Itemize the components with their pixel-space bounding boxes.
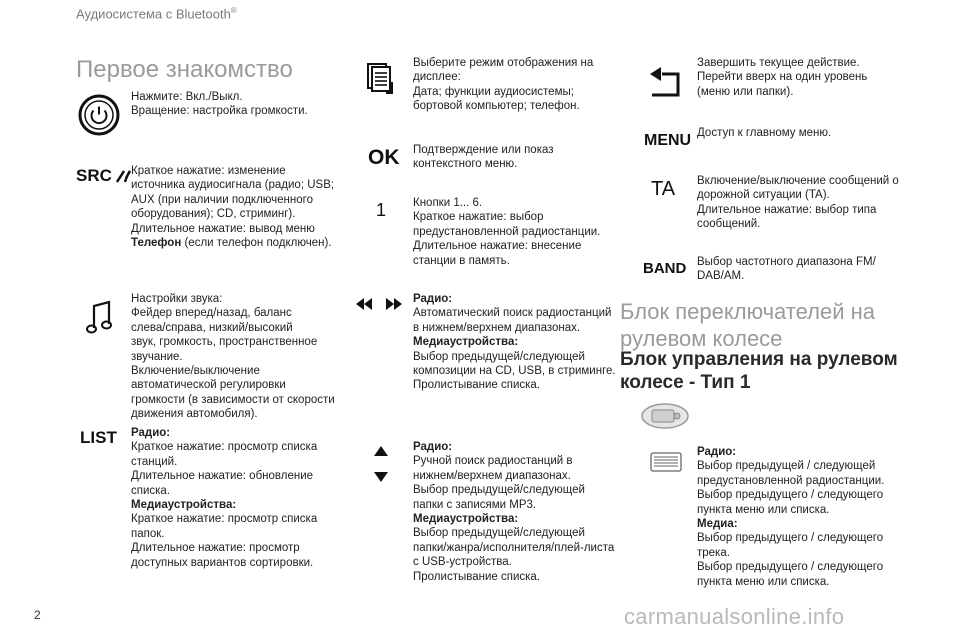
presets-description: Кнопки 1... 6. Краткое нажатие: выбор предустановленной радиостанции. Длительное нажатие: внесение станции в память. bbox=[413, 197, 601, 267]
ok-button-label: OK bbox=[368, 146, 400, 169]
display-description: Выберите режим отображения на дисплее: Дата; функции аудиосистемы; бортовой компьютер; телефон. bbox=[413, 57, 594, 113]
section-header bbox=[76, 6, 237, 21]
list-text-media: Краткое нажатие: просмотр списка папок. Длительное нажатие: просмотр доступных вариантов сортировки. bbox=[131, 513, 318, 569]
up-down-arrows-icon bbox=[373, 446, 389, 482]
menu-button-label: MENU bbox=[644, 132, 692, 149]
steering-type1-title: Блок управления на рулевом колесе - Тип 1 bbox=[620, 349, 898, 393]
ta-description: Включение/выключение сообщений о дорожной ситуации (TA). Длительное нажатие: выбор типа сообщений. bbox=[697, 175, 899, 231]
src-desc-main: Краткое нажатие: изменение источника аудиосигнала (радио; USB; AUX (при наличии подключенного оборудования); CD, стриминг). Длительное нажатие: вывод меню bbox=[131, 165, 335, 235]
steering-section-title: Блок переключателей на рулевом колесе bbox=[620, 299, 875, 351]
steering-control-icon bbox=[640, 402, 690, 430]
seek-heading-radio: Радио: bbox=[413, 293, 453, 305]
seek-heading-media: Медиаустройства: bbox=[413, 336, 519, 349]
display-mode-icon bbox=[366, 62, 396, 96]
seek-text-media: Выбор предыдущей/следующей композиции на CD, USB, в стриминге. Пролистывание списка. bbox=[413, 350, 616, 392]
updown-heading-media: Медиаустройства: bbox=[413, 513, 519, 526]
updown-text-radio: Ручной поиск радиостанций в нижнем/верхнем диапазонах. Выбор предыдущей/следующей папки с записями MP3. bbox=[413, 455, 585, 511]
updown-text-media: Выбор предыдущей/следующей папки/жанра/исполнителя/плей-листа с USB-устройства. Пролистывание списка. bbox=[413, 527, 615, 583]
list-text-radio: Краткое нажатие: просмотр списка станций. Длительное нажатие: обновление списка. bbox=[131, 441, 318, 497]
src-button bbox=[76, 166, 132, 186]
wheel-description bbox=[697, 445, 912, 589]
wheel-text-media: Выбор предыдущего / следующего трека. Выбор предыдущего / следующего пункта меню или списка. bbox=[697, 532, 884, 588]
music-note-icon bbox=[86, 300, 112, 336]
preset-button-label: 1 bbox=[376, 200, 387, 220]
ok-description: Подтверждение или показ контекстного меню. bbox=[413, 144, 554, 171]
page-number: 2 bbox=[34, 608, 41, 622]
watermark: carmanualsonline.info bbox=[624, 604, 845, 629]
menu-description: Доступ к главному меню. bbox=[697, 127, 832, 139]
section-header-title: Аудиосистема с Bluetooth bbox=[76, 6, 231, 22]
wheel-heading-radio: Радио: bbox=[697, 446, 737, 458]
src-desc-tail: (если телефон подключен). bbox=[181, 237, 332, 250]
ta-button-label: TA bbox=[651, 178, 676, 200]
back-description: Завершить текущее действие. Перейти вверх на один уровень (меню или папки). bbox=[697, 57, 868, 98]
src-desc-phone: Телефон bbox=[131, 237, 182, 250]
power-description: Нажмите: Вкл./Выкл. Вращение: настройка громкости. bbox=[131, 91, 308, 118]
wheel-heading-media: Медиа: bbox=[697, 518, 738, 531]
seek-description bbox=[413, 292, 623, 393]
page-title: Первое знакомство bbox=[76, 56, 293, 83]
back-arrow-icon bbox=[648, 64, 682, 100]
src-label: SRC bbox=[76, 166, 112, 185]
list-heading-radio: Радио: bbox=[131, 427, 171, 439]
list-description bbox=[131, 426, 343, 570]
registered-mark: ® bbox=[230, 6, 237, 15]
updown-description bbox=[413, 440, 623, 584]
band-description: Выбор частотного диапазона FM/ DAB/AM. bbox=[697, 256, 876, 283]
scroll-wheel-icon bbox=[650, 452, 682, 472]
phone-handset-icon bbox=[114, 167, 132, 185]
updown-heading-radio: Радио: bbox=[413, 441, 453, 453]
src-description bbox=[131, 164, 343, 250]
power-knob-icon bbox=[78, 94, 120, 136]
list-heading-media: Медиаустройства: bbox=[131, 499, 237, 512]
list-button-label: LIST bbox=[80, 428, 117, 447]
seek-arrows-icon bbox=[356, 296, 402, 312]
wheel-text-radio: Выбор предыдущей / следующей предустановленной радиостанции. Выбор предыдущего / следующего пункта меню или списка. bbox=[697, 460, 885, 516]
seek-text-radio: Автоматический поиск радиостанций в нижнем/верхнем диапазонах. bbox=[413, 307, 612, 334]
band-button-label: BAND bbox=[643, 260, 687, 277]
sound-description: Настройки звука: Фейдер вперед/назад, баланс слева/справа, низкий/высокий звук, громкость, пространственное звучание. Включение/выключение автоматической регулировки громкости (в зависимости от скорости движения автомобиля). bbox=[131, 293, 335, 421]
